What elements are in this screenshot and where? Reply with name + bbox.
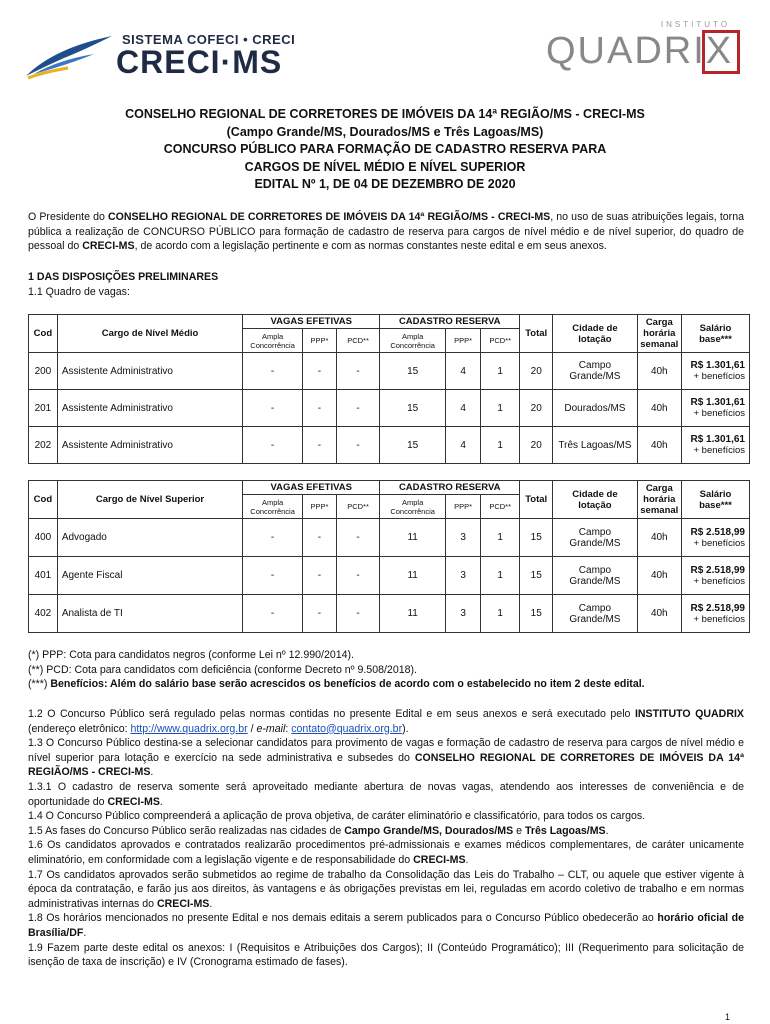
cell-value: - <box>302 353 336 390</box>
cell-carga: 40h <box>637 519 681 557</box>
title-line: CONCURSO PÚBLICO PARA FORMAÇÃO DE CADASTRO RESERVA PARA <box>163 142 607 156</box>
section-heading <box>28 270 744 285</box>
item-1-2 <box>28 707 744 736</box>
cell-cidade: Três Lagoas/MS <box>553 427 637 464</box>
salario-value: R$ 1.301,61 <box>690 434 745 445</box>
col-ppp: PPP* <box>302 329 336 353</box>
item-text: . <box>83 926 87 939</box>
cell-carga: 40h <box>637 390 681 427</box>
quadrix-website-link[interactable]: http://www.quadrix.org.br <box>130 722 248 735</box>
footnote-pcd: (**) PCD: Cota para candidatos com deficiência (conforme Decreto nº 9.508/2018). <box>28 663 417 676</box>
creci-sistema-text: SISTEMA COFECI • CRECI <box>122 32 296 47</box>
item-1-7 <box>28 868 744 912</box>
cell-cod: 201 <box>29 390 58 427</box>
item-1-3 <box>28 736 744 780</box>
item-text: 1.7 Os candidatos aprovados serão submetidos ao regime de trabalho da Consolidação das Leis do Trabalho – CLT, ou aquele que estiver vigente à época da contratação, e farão jus aos direitos, às vantagens e às obrigações previstas em lei, reguladas em acordo coletivo de trabalho e em normas administrativas internas do <box>28 868 744 910</box>
table-row <box>29 427 750 464</box>
cell-total: 15 <box>520 595 553 633</box>
cell-value: 11 <box>380 519 446 557</box>
cell-total: 15 <box>520 557 553 595</box>
cell-value: 4 <box>446 427 481 464</box>
cell-value: - <box>336 557 379 595</box>
cell-value: - <box>302 390 336 427</box>
item-1-3-1 <box>28 780 744 809</box>
cell-cargo: Agente Fiscal <box>57 557 242 595</box>
quadrix-name-text: QUADRIX <box>546 30 734 72</box>
col-cidade: Cidade de lotação <box>553 315 637 353</box>
quadrix-logo <box>540 20 750 80</box>
cell-value: 15 <box>380 390 446 427</box>
quadrix-instituto-text: INSTITUTO <box>660 20 730 29</box>
item-bold: CRECI-MS <box>107 795 160 808</box>
item-text: e <box>513 824 525 837</box>
cell-cargo: Assistente Administrativo <box>57 390 242 427</box>
subsection-heading: 1.1 Quadro de vagas: <box>28 286 130 298</box>
col-ampla: Ampla Concorrência <box>380 495 446 519</box>
cell-carga: 40h <box>637 557 681 595</box>
beneficios-text: + benefícios <box>693 575 745 587</box>
col-pcd: PCD** <box>481 329 520 353</box>
cell-value: 3 <box>446 557 481 595</box>
col-pcd: PCD** <box>336 329 379 353</box>
cell-salario <box>681 519 749 557</box>
cell-cidade: Campo Grande/MS <box>553 519 637 557</box>
creci-name-text: CRECI·MS <box>116 44 283 80</box>
table-row <box>29 390 750 427</box>
item-text: 1.2 O Concurso Público será regulado pelas normas contidas no presente Edital e em seus anexos e será executado pelo <box>28 708 635 720</box>
item-bold: Três Lagoas/MS <box>524 824 606 837</box>
header <box>0 0 770 95</box>
cell-value: 3 <box>446 519 481 557</box>
cell-cidade: Campo Grande/MS <box>553 353 637 390</box>
page-number: 1 <box>725 1012 731 1022</box>
intro-text: O Presidente do <box>28 211 109 223</box>
col-ppp: PPP* <box>446 495 481 519</box>
footnote-bold: Benefícios: Além do salário base serão acrescidos os benefícios de acordo com o estabelecido no item 2 deste edital. <box>50 678 645 691</box>
table-row <box>29 353 750 390</box>
salario-value: R$ 2.518,99 <box>690 526 745 538</box>
beneficios-text: + benefícios <box>693 537 745 549</box>
title-line: CONSELHO REGIONAL DE CORRETORES DE IMÓVEIS DA 14ª REGIÃO/MS - CRECI-MS <box>125 107 645 121</box>
cell-value: 3 <box>446 595 481 633</box>
col-cargo: Cargo de Nível Médio <box>57 315 242 353</box>
quadrix-email-link[interactable]: contato@quadrix.org.br <box>291 722 403 735</box>
col-ppp: PPP* <box>302 495 336 519</box>
col-ppp: PPP* <box>446 329 481 353</box>
intro-bold: CRECI-MS <box>82 240 135 253</box>
cell-total: 20 <box>520 353 553 390</box>
cell-value: - <box>302 427 336 464</box>
cell-cidade: Campo Grande/MS <box>553 595 637 633</box>
cell-value: - <box>243 557 303 595</box>
col-cod: Cod <box>29 315 58 353</box>
salario-value: R$ 2.518,99 <box>690 602 745 614</box>
cell-value: 1 <box>481 390 520 427</box>
item-text: . <box>605 824 609 837</box>
item-text: 1.8 Os horários mencionados no presente Edital e nos demais editais a serem publicados para o Concurso Público obedecerão ao <box>28 912 658 925</box>
intro-paragraph <box>28 210 744 254</box>
cell-cod: 202 <box>29 427 58 464</box>
item-bold: CONSELHO REGIONAL DE CORRETORES DE IMÓVEIS DA 14ª REGIÃO/MS - CRECI-MS <box>28 751 744 779</box>
cell-value: 15 <box>380 353 446 390</box>
salario-value: R$ 1.301,61 <box>690 360 745 371</box>
item-text: . <box>209 897 213 910</box>
cell-cod: 200 <box>29 353 58 390</box>
item-text: ). <box>402 722 409 735</box>
cell-cod: 402 <box>29 595 58 633</box>
col-pcd: PCD** <box>481 495 520 519</box>
col-cadastro-reserva: CADASTRO RESERVA <box>380 481 520 495</box>
quadrix-box-mark <box>702 30 740 74</box>
cell-value: 11 <box>380 595 446 633</box>
cell-cargo: Advogado <box>57 519 242 557</box>
cell-cod: 400 <box>29 519 58 557</box>
bird-icon <box>24 28 114 80</box>
item-text: : <box>285 722 292 735</box>
cell-value: - <box>243 353 303 390</box>
cell-value: - <box>302 595 336 633</box>
item-1-6 <box>28 838 744 867</box>
vagas-table-medio <box>28 314 750 464</box>
cell-value: - <box>243 427 303 464</box>
cell-value: 11 <box>380 557 446 595</box>
col-total: Total <box>520 481 553 519</box>
creci-ms-logo <box>24 28 296 80</box>
cell-cargo: Assistente Administrativo <box>57 427 242 464</box>
col-cadastro-reserva: CADASTRO RESERVA <box>380 315 520 329</box>
item-text: . <box>465 853 469 866</box>
cell-salario <box>681 427 749 464</box>
cell-salario <box>681 557 749 595</box>
cell-carga: 40h <box>637 427 681 464</box>
col-ampla: Ampla Concorrência <box>243 495 303 519</box>
col-ampla: Ampla Concorrência <box>380 329 446 353</box>
cell-salario <box>681 390 749 427</box>
cell-value: 15 <box>380 427 446 464</box>
cell-value: - <box>336 390 379 427</box>
table-row <box>29 557 750 595</box>
item-text: 1.3.1 O cadastro de reserva somente será aproveitado mediante abertura de novas vagas, atendendo aos interesses de conveniência e de oportunidade do <box>28 780 744 808</box>
item-1-9: 1.9 Fazem parte deste edital os anexos: I (Requisitos e Atribuições dos Cargos); II (Conteúdo Programático); III (Requerimento para solicitação de isenção de taxa de inscrição) e IV (Cronograma estimado de fases). <box>28 941 744 969</box>
cell-cargo: Analista de TI <box>57 595 242 633</box>
item-1-4: 1.4 O Concurso Público compreenderá a aplicação de prova objetiva, de caráter eliminatório e classificatório, para todos os cargos. <box>28 810 646 823</box>
col-cargo: Cargo de Nível Superior <box>57 481 242 519</box>
item-bold: Campo Grande/MS, Dourados/MS <box>344 824 514 837</box>
cell-value: - <box>243 595 303 633</box>
cell-value: 1 <box>481 427 520 464</box>
col-vagas-efetivas: VAGAS EFETIVAS <box>243 315 380 329</box>
cell-cargo: Assistente Administrativo <box>57 353 242 390</box>
item-bold: INSTITUTO QUADRIX <box>634 708 744 720</box>
section-1-title: 1 DAS DISPOSIÇÕES PRELIMINARES <box>28 271 219 283</box>
col-carga: Carga horária semanal <box>637 481 681 519</box>
item-bold: CRECI-MS <box>156 897 210 910</box>
col-vagas-efetivas: VAGAS EFETIVAS <box>243 481 380 495</box>
cell-salario <box>681 353 749 390</box>
col-pcd: PCD** <box>336 495 379 519</box>
cell-cod: 401 <box>29 557 58 595</box>
intro-bold: CONSELHO REGIONAL DE CORRETORES DE IMÓVEIS DA 14ª REGIÃO/MS - CRECI-MS <box>108 211 551 223</box>
items-block <box>28 707 744 970</box>
col-cidade: Cidade de lotação <box>553 481 637 519</box>
cell-value: 1 <box>481 595 520 633</box>
item-text: (endereço eletrônico: <box>28 722 131 735</box>
cell-value: - <box>336 353 379 390</box>
item-text: 1.5 As fases do Concurso Público serão realizadas nas cidades de <box>28 824 345 837</box>
cell-carga: 40h <box>637 353 681 390</box>
cell-value: - <box>302 557 336 595</box>
intro-text: , no uso de suas atribuições legais, torna pública a realização de CONCURSO PÚBLICO para formação de cadastro de reserva para cargos de nível médio e de nível superior, do quadro de pessoal do <box>28 211 744 253</box>
cell-value: - <box>243 390 303 427</box>
col-carga: Carga horária semanal <box>637 315 681 353</box>
cell-salario <box>681 595 749 633</box>
item-bold: horário oficial de Brasília/DF <box>28 912 744 939</box>
cell-value: 1 <box>481 557 520 595</box>
beneficios-text: + benefícios <box>693 408 745 419</box>
document-title <box>0 106 770 194</box>
item-1-8 <box>28 911 744 940</box>
footnote-prefix: (***) <box>28 678 51 691</box>
intro-text: , de acordo com a legislação pertinente e com as normas constantes neste edital e em seus anexos. <box>134 240 607 253</box>
cell-value: - <box>336 427 379 464</box>
table-row <box>29 595 750 633</box>
footnotes <box>28 648 744 692</box>
col-total: Total <box>520 315 553 353</box>
cell-cidade: Dourados/MS <box>553 390 637 427</box>
footnote-beneficios <box>28 677 744 692</box>
beneficios-text: + benefícios <box>693 371 745 382</box>
item-text: 1.3 O Concurso Público destina-se a selecionar candidatos para provimento de vagas e formação de cadastro de reserva para cargos de nível médio e nível superior para lotação e exercício na sede administrativa e subsedes do <box>28 737 744 764</box>
cell-carga: 40h <box>637 595 681 633</box>
footnote-ppp: (*) PPP: Cota para candidatos negros (conforme Lei nº 12.990/2014). <box>28 649 354 661</box>
table-row <box>29 519 750 557</box>
item-text: 1.6 Os candidatos aprovados e contratados realizarão procedimentos pré-admissionais e exames médicos complementares, de caráter unicamente eliminatório, em conformidade com a legislação vigente e de responsabilidade do <box>28 839 744 866</box>
item-italic: e-mail <box>256 722 286 735</box>
col-ampla: Ampla Concorrência <box>243 329 303 353</box>
col-salario: Salário base*** <box>681 481 749 519</box>
cell-cidade: Campo Grande/MS <box>553 557 637 595</box>
item-text: . <box>150 766 154 779</box>
cell-value: 1 <box>481 353 520 390</box>
title-line: (Campo Grande/MS, Dourados/MS e Três Lagoas/MS) <box>226 124 544 139</box>
title-line: EDITAL Nº 1, DE 04 DE DEZEMBRO DE 2020 <box>254 177 516 191</box>
cell-value: - <box>336 519 379 557</box>
cell-value: - <box>243 519 303 557</box>
title-line: CARGOS DE NÍVEL MÉDIO E NÍVEL SUPERIOR <box>244 159 526 174</box>
cell-total: 20 <box>520 390 553 427</box>
vagas-table-superior <box>28 480 750 633</box>
cell-value: 1 <box>481 519 520 557</box>
beneficios-text: + benefícios <box>693 445 745 456</box>
salario-value: R$ 2.518,99 <box>690 564 745 576</box>
cell-total: 15 <box>520 519 553 557</box>
cell-value: 4 <box>446 353 481 390</box>
beneficios-text: + benefícios <box>693 613 745 625</box>
cell-value: - <box>302 519 336 557</box>
item-text: . <box>159 795 163 808</box>
item-text: / <box>247 722 257 735</box>
col-cod: Cod <box>29 481 58 519</box>
cell-value: - <box>336 595 379 633</box>
cell-total: 20 <box>520 427 553 464</box>
col-salario: Salário base*** <box>681 315 749 353</box>
item-bold: CRECI-MS <box>413 853 466 866</box>
item-1-5 <box>28 824 744 839</box>
salario-value: R$ 1.301,61 <box>690 397 745 408</box>
cell-value: 4 <box>446 390 481 427</box>
